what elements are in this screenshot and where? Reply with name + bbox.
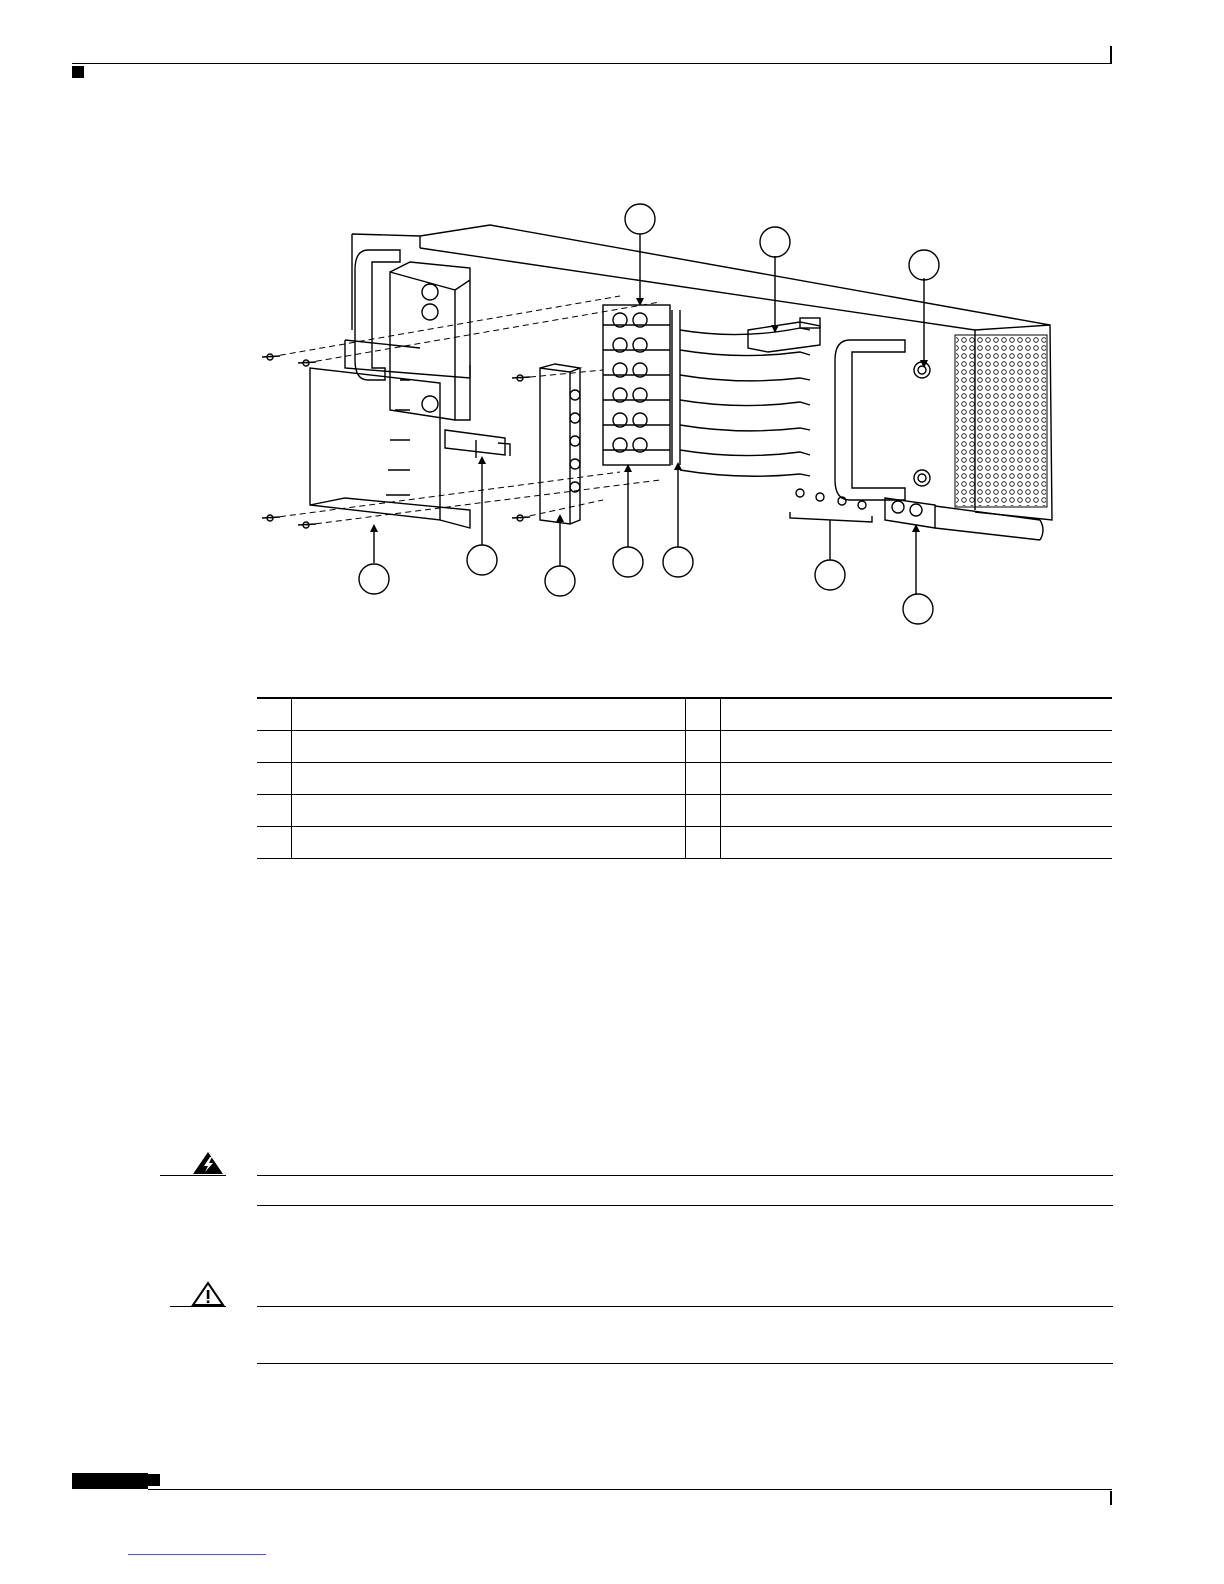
table-row <box>257 827 1112 859</box>
legend-number <box>257 827 292 859</box>
legend-number <box>257 795 292 827</box>
legend-number <box>257 731 292 763</box>
legend-description <box>292 731 686 763</box>
footer-square-marker <box>148 1474 160 1486</box>
footer-link-underline[interactable] <box>128 1554 266 1555</box>
table-row <box>257 795 1112 827</box>
legend-number <box>257 698 292 731</box>
footer-rule <box>148 1489 1112 1490</box>
caution-bottom-rule <box>257 1363 1113 1364</box>
warning-top-rule <box>257 1175 1113 1176</box>
legend-number <box>257 763 292 795</box>
table-row <box>257 763 1112 795</box>
legend-description <box>721 795 1113 827</box>
legend-description <box>721 827 1113 859</box>
table-row <box>257 698 1112 731</box>
legend-number <box>686 827 721 859</box>
warning-bottom-rule <box>257 1205 1113 1206</box>
legend-description <box>292 795 686 827</box>
legend-description <box>292 763 686 795</box>
caution-top-rule <box>257 1306 1113 1307</box>
legend-description <box>721 698 1113 731</box>
figure-legend-table <box>257 697 1112 859</box>
legend-description <box>292 698 686 731</box>
legend-number <box>686 731 721 763</box>
legend-description <box>721 763 1113 795</box>
footer-page-tab <box>72 1473 148 1489</box>
legend-description <box>292 827 686 859</box>
power-supply-exploded-diagram <box>0 0 1224 660</box>
warning-lightning-icon <box>190 1150 226 1176</box>
legend-number <box>686 795 721 827</box>
legend-description <box>721 731 1113 763</box>
table-row <box>257 731 1112 763</box>
legend-number <box>686 763 721 795</box>
caution-left-rule <box>170 1306 226 1307</box>
caution-exclamation-icon <box>190 1280 226 1308</box>
legend-number <box>686 698 721 731</box>
footer-rule-end-mark <box>1110 1491 1112 1505</box>
warning-left-rule <box>160 1175 226 1176</box>
